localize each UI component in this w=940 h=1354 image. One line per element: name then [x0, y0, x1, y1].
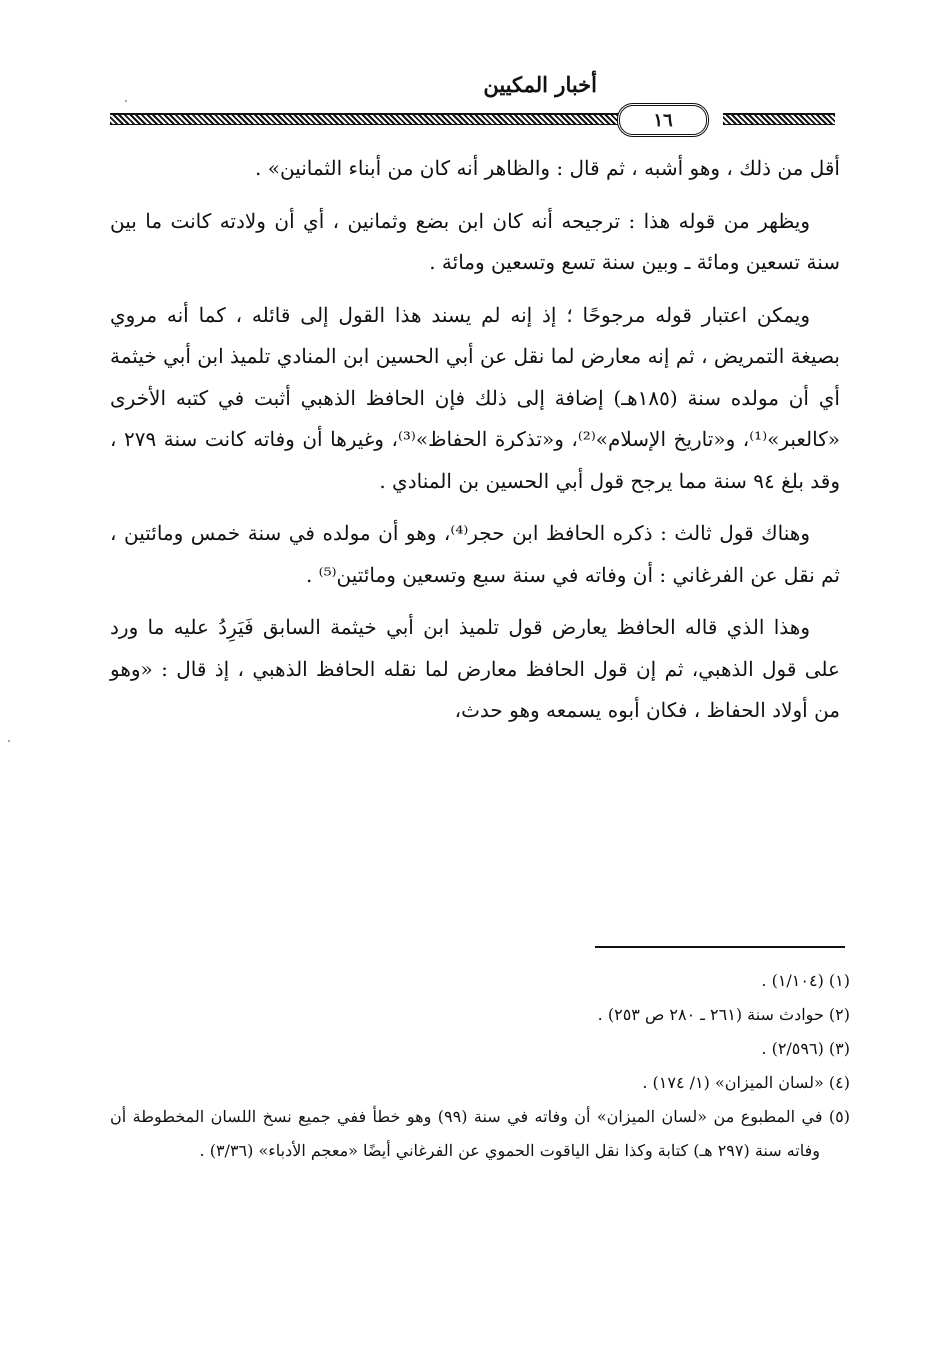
paragraph: أقل من ذلك ، وهو أشبه ، ثم قال : والظاهر أنه كان من أبناء الثمانين» . — [255, 156, 840, 180]
paragraph: وهناك قول ثالث : ذكره الحافظ ابن حجر⁽⁴⁾، وهو أن مولده في سنة خمس ومائتين ، ثم نقل عن الفرغاني : أن وفاته في سنة سبع وتسعين ومائتين⁽⁵⁾ . — [110, 521, 840, 587]
header-rule-right — [723, 113, 835, 125]
footnote: (٣) (٢/٥٩٦) . — [761, 1039, 850, 1058]
footnote: (٥) في المطبوع من «لسان الميزان» أن وفاته في سنة (٩٩) وهو خطأ ففي جميع نسخ اللسان المخطوطة أن وفاته سنة (٢٩٧ هـ) كتابة وكذا نقل الياقوت الحموي عن الفرغاني أيضًا «معجم الأدباء» (٣/٣٦) . — [110, 1107, 850, 1160]
footnote: (٤) «لسان الميزان» (١/ ١٧٤) . — [642, 1073, 850, 1092]
paragraph: ويمكن اعتبار قوله مرجوحًا ؛ إذ إنه لم يسند هذا القول إلى قائله ، كما أنه مروي بصيغة التمريض ، ثم إنه معارض لما نقل عن أبي الحسين ابن المنادي تلميذ ابن أبي خيثمة أي أن مولده سنة (١٨٥هـ) إضافة إلى ذلك فإن الحافظ الذهبي أثبت في كتبه الأخرى «كالعبر»⁽¹⁾، و«تاريخ الإسلام»⁽²⁾، و«تذكرة الحفاظ»⁽³⁾، وغيرها أن وفاته كانت سنة ٢٧٩ ، وقد بلغ ٩٤ سنة مما يرجح قول أبي الحسين بن المنادي . — [110, 302, 840, 493]
running-title: أخبار المكيين — [483, 72, 597, 97]
page-number-badge — [617, 103, 709, 137]
scan-speck — [125, 100, 127, 102]
main-text — [110, 148, 840, 743]
paragraph: وهذا الذي قاله الحافظ يعارض قول تلميذ ابن أبي خيثمة السابق فَيَرِدُ عليه ما ورد على قول الذهبي، ثم إن قول الحافظ معارض لما نقله الحافظ الذهبي ، إذ قال : «وهو من أولاد الحفاظ ، فكان أبوه يسمعه وهو حدث، — [110, 615, 840, 722]
footnote-separator — [595, 946, 845, 948]
page-number: ١٦ — [653, 109, 673, 131]
page-header — [110, 72, 835, 132]
header-rule-left — [110, 113, 618, 125]
footnotes — [110, 964, 850, 1168]
footnote: (١) (١/١٠٤) . — [761, 971, 850, 990]
footnote: (٢) حوادث سنة (٢٦١ ـ ٢٨٠ ص ٢٥٣) . — [597, 1005, 850, 1024]
scan-speck — [8, 740, 10, 742]
paragraph: ويظهر من قوله هذا : ترجيحه أنه كان ابن بضع وثمانين ، أي أن ولادته كانت ما بين سنة تسعين ومائة ـ وبين سنة تسع وتسعين ومائة . — [110, 208, 840, 274]
